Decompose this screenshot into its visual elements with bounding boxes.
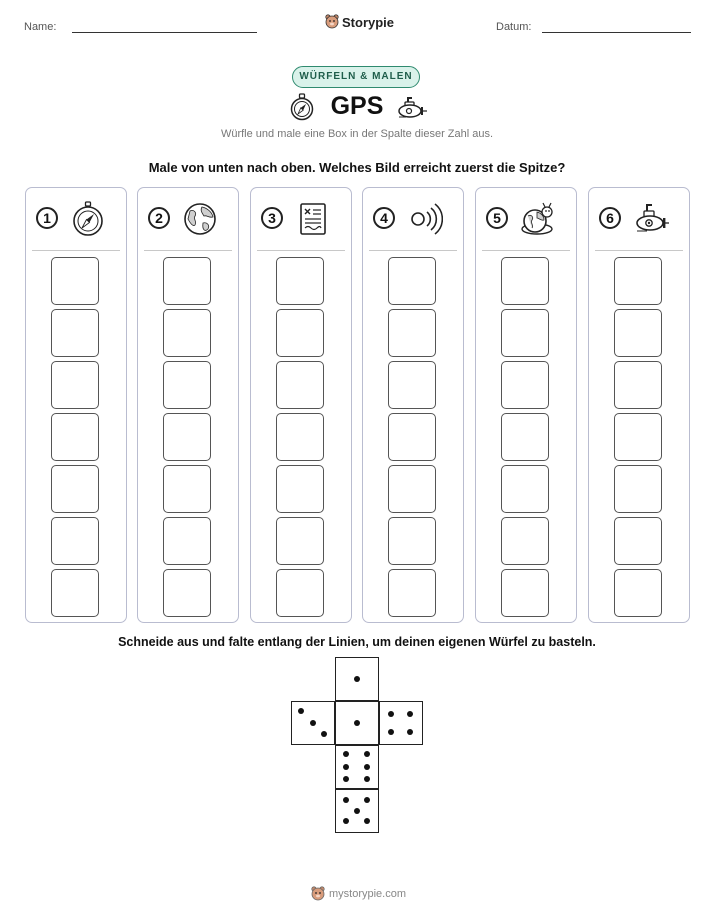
color-box[interactable] bbox=[163, 257, 211, 305]
name-label: Name: bbox=[24, 21, 57, 33]
die-pip bbox=[310, 720, 316, 726]
footer-url: mystorypie.com bbox=[329, 888, 407, 900]
color-box[interactable] bbox=[501, 517, 549, 565]
date-line bbox=[542, 32, 691, 33]
color-box[interactable] bbox=[388, 361, 436, 409]
bear-logo-icon bbox=[311, 886, 325, 902]
color-box[interactable] bbox=[501, 569, 549, 617]
color-box[interactable] bbox=[51, 361, 99, 409]
die-pip bbox=[388, 711, 394, 717]
color-box[interactable] bbox=[163, 517, 211, 565]
column-5 bbox=[475, 187, 577, 623]
color-box[interactable] bbox=[276, 465, 324, 513]
date-label: Datum: bbox=[496, 21, 532, 33]
color-box[interactable] bbox=[276, 569, 324, 617]
color-box[interactable] bbox=[614, 569, 662, 617]
bear-logo-icon bbox=[325, 14, 339, 30]
color-box[interactable] bbox=[388, 309, 436, 357]
column-4 bbox=[362, 187, 464, 623]
color-box[interactable] bbox=[276, 257, 324, 305]
die-face-6 bbox=[335, 745, 379, 789]
footer bbox=[311, 886, 406, 902]
color-box[interactable] bbox=[501, 257, 549, 305]
color-box[interactable] bbox=[614, 413, 662, 461]
column-divider bbox=[482, 250, 570, 251]
color-box[interactable] bbox=[163, 465, 211, 513]
die-pip bbox=[343, 818, 349, 824]
color-box[interactable] bbox=[276, 361, 324, 409]
die-pip bbox=[364, 797, 370, 803]
color-box[interactable] bbox=[501, 413, 549, 461]
die-pip bbox=[354, 676, 360, 682]
die-pip bbox=[343, 797, 349, 803]
brand-name: Storypie bbox=[342, 14, 395, 30]
column-6 bbox=[588, 187, 690, 623]
die-pip bbox=[343, 776, 349, 782]
color-box[interactable] bbox=[51, 517, 99, 565]
color-box[interactable] bbox=[276, 517, 324, 565]
submarine-icon bbox=[633, 201, 669, 237]
column-divider bbox=[595, 250, 683, 251]
color-box[interactable] bbox=[51, 569, 99, 617]
color-box[interactable] bbox=[163, 569, 211, 617]
globe-icon bbox=[182, 201, 218, 237]
die-pip bbox=[354, 808, 360, 814]
die-pip bbox=[364, 776, 370, 782]
activity-badge: WÜRFELN & MALEN bbox=[292, 66, 420, 88]
die-face-1 bbox=[335, 657, 379, 701]
column-number: 3 bbox=[261, 207, 283, 229]
column-number: 2 bbox=[148, 207, 170, 229]
die-face-3 bbox=[291, 701, 335, 745]
die-pip bbox=[298, 708, 304, 714]
color-box[interactable] bbox=[614, 465, 662, 513]
column-3 bbox=[250, 187, 352, 623]
color-box[interactable] bbox=[163, 309, 211, 357]
color-box[interactable] bbox=[51, 309, 99, 357]
die-pip bbox=[364, 764, 370, 770]
signal-waves-icon bbox=[407, 201, 443, 237]
color-box[interactable] bbox=[388, 569, 436, 617]
color-box[interactable] bbox=[388, 413, 436, 461]
brand-logo bbox=[325, 14, 394, 30]
color-box[interactable] bbox=[501, 309, 549, 357]
color-box[interactable] bbox=[614, 309, 662, 357]
column-divider bbox=[32, 250, 120, 251]
color-box[interactable] bbox=[276, 309, 324, 357]
page-subtitle: Würfle und male eine Box in der Spalte dieser Zahl aus. bbox=[220, 128, 494, 140]
page-title: GPS bbox=[330, 92, 384, 120]
die-pip bbox=[321, 731, 327, 737]
column-number: 6 bbox=[599, 207, 621, 229]
die-pip bbox=[343, 764, 349, 770]
name-line bbox=[72, 32, 257, 33]
snail-icon bbox=[520, 201, 556, 237]
map-document-icon bbox=[295, 201, 331, 237]
column-number: 4 bbox=[373, 207, 395, 229]
die-pip bbox=[407, 711, 413, 717]
column-divider bbox=[369, 250, 457, 251]
instruction-bottom: Schneide aus und falte entlang der Linien, um deinen eigenen Würfel zu basteln. bbox=[118, 635, 596, 649]
die-pip bbox=[407, 729, 413, 735]
die-face-4 bbox=[379, 701, 423, 745]
submarine-icon bbox=[396, 96, 428, 120]
color-box[interactable] bbox=[163, 413, 211, 461]
column-divider bbox=[257, 250, 345, 251]
instruction-top: Male von unten nach oben. Welches Bild erreicht zuerst die Spitze? bbox=[148, 160, 566, 175]
color-box[interactable] bbox=[614, 517, 662, 565]
color-box[interactable] bbox=[51, 413, 99, 461]
die-face-5 bbox=[335, 789, 379, 833]
color-box[interactable] bbox=[388, 465, 436, 513]
die-pip bbox=[388, 729, 394, 735]
column-divider bbox=[144, 250, 232, 251]
die-pip bbox=[364, 818, 370, 824]
color-box[interactable] bbox=[51, 257, 99, 305]
column-number: 5 bbox=[486, 207, 508, 229]
color-box[interactable] bbox=[388, 257, 436, 305]
color-box[interactable] bbox=[501, 465, 549, 513]
color-box[interactable] bbox=[614, 257, 662, 305]
column-number: 1 bbox=[36, 207, 58, 229]
column-2 bbox=[137, 187, 239, 623]
color-box[interactable] bbox=[163, 361, 211, 409]
color-box[interactable] bbox=[276, 413, 324, 461]
die-pip bbox=[364, 751, 370, 757]
compass-icon bbox=[70, 201, 106, 237]
die-pip bbox=[354, 720, 360, 726]
color-box[interactable] bbox=[388, 517, 436, 565]
color-box[interactable] bbox=[614, 361, 662, 409]
column-1 bbox=[25, 187, 127, 623]
die-face-1 bbox=[335, 701, 379, 745]
color-box[interactable] bbox=[501, 361, 549, 409]
color-box[interactable] bbox=[51, 465, 99, 513]
die-pip bbox=[343, 751, 349, 757]
